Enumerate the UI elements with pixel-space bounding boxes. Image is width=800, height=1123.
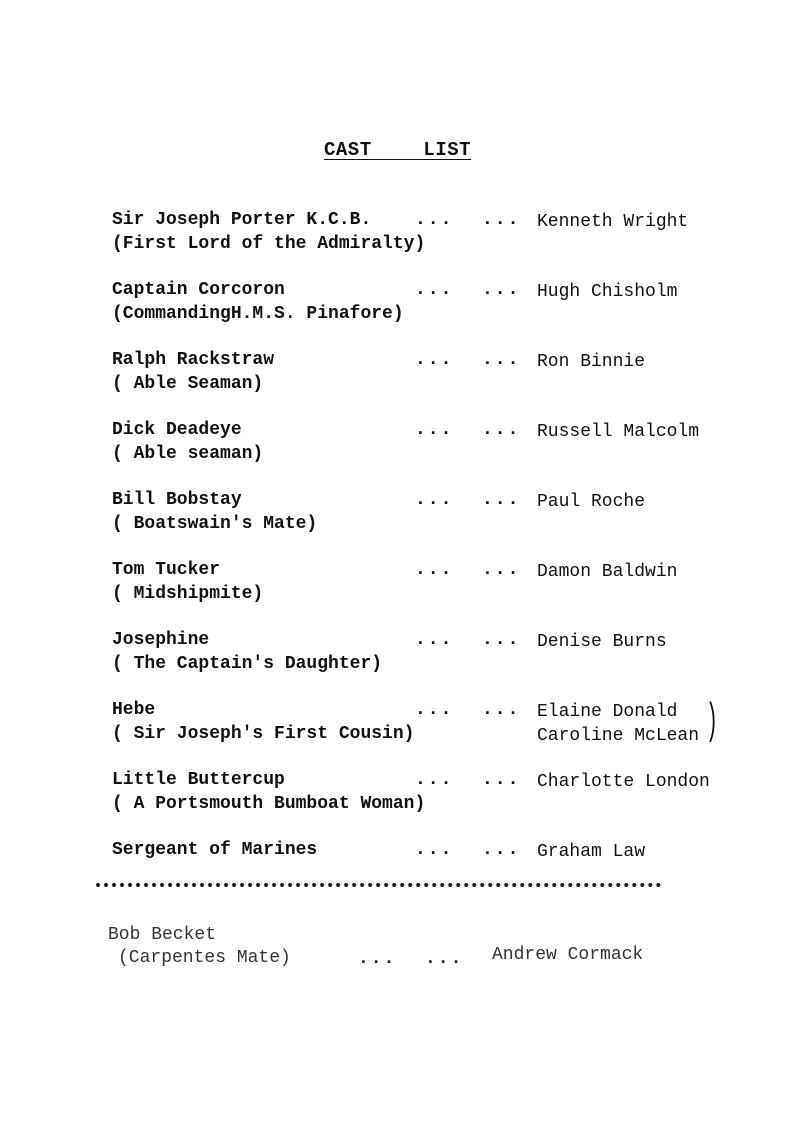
role-name: Tom Tucker	[112, 560, 221, 580]
leader-dots: ...	[415, 700, 454, 720]
role-name: Dick Deadeye	[112, 420, 242, 440]
role-name: Sergeant of Marines	[112, 840, 318, 860]
leader-dots: ...	[415, 840, 454, 860]
actor-name: Ron Binnie	[537, 352, 646, 372]
leader-dots: ...	[415, 630, 454, 650]
role-description: ( A Portsmouth Bumboat Woman)	[112, 794, 426, 814]
actor-name: Kenneth Wright	[537, 212, 689, 232]
leader-dots: ...	[358, 949, 397, 969]
leader-dots: ...	[415, 490, 454, 510]
leader-dots: ...	[415, 280, 454, 300]
leader-dots: ...	[415, 770, 454, 790]
leader-dots: ...	[425, 949, 464, 969]
role-name: Little Buttercup	[112, 770, 285, 790]
leader-dots: ...	[482, 420, 521, 440]
cast-row	[0, 558, 800, 614]
role-name: Sir Joseph Porter K.C.B.	[112, 210, 372, 230]
page-title: CAST LIST	[324, 139, 472, 161]
actor-name: Denise Burns	[537, 632, 667, 652]
actor-name: Damon Baldwin	[537, 562, 678, 582]
role-description: ( Midshipmite)	[112, 584, 264, 604]
extra-actor-name: Andrew Cormack	[492, 945, 644, 965]
role-description: ( Able seaman)	[112, 444, 264, 464]
extra-role-name: Bob Becket	[108, 925, 217, 945]
leader-dots: ...	[482, 840, 521, 860]
cast-row	[0, 418, 800, 474]
cast-row	[0, 768, 800, 824]
leader-dots: ...	[482, 350, 521, 370]
leader-dots: ...	[415, 350, 454, 370]
leader-dots: ...	[482, 770, 521, 790]
role-description: (CommandingH.M.S. Pinafore)	[112, 304, 404, 324]
cast-row	[0, 278, 800, 334]
leader-dots: ...	[482, 700, 521, 720]
leader-dots: ...	[482, 490, 521, 510]
role-name: Captain Corcoron	[112, 280, 285, 300]
leader-dots: ...	[482, 210, 521, 230]
role-name: Josephine	[112, 630, 210, 650]
leader-dots: ...	[482, 280, 521, 300]
role-name: Ralph Rackstraw	[112, 350, 275, 370]
leader-dots: ...	[415, 210, 454, 230]
extra-role-description: (Carpentes Mate)	[118, 948, 291, 968]
actor-name: Charlotte London	[537, 772, 710, 792]
actor-name: Hugh Chisholm	[537, 282, 678, 302]
actor-name: Paul Roche	[537, 492, 646, 512]
role-description: ( Able Seaman)	[112, 374, 264, 394]
cast-row	[0, 628, 800, 684]
role-description: ( Sir Joseph's First Cousin)	[112, 724, 415, 744]
leader-dots: ...	[415, 560, 454, 580]
cast-row	[0, 488, 800, 544]
leader-dots: ...	[482, 560, 521, 580]
actor-name: Graham Law	[537, 842, 646, 862]
dotted-divider	[96, 883, 661, 891]
cast-row	[0, 698, 800, 754]
role-name: Bill Bobstay	[112, 490, 242, 510]
leader-dots: ...	[482, 630, 521, 650]
bracket-glyph: )	[706, 697, 718, 747]
actor-name: Russell Malcolm	[537, 422, 700, 442]
role-name: Hebe	[112, 700, 156, 720]
actor-name: Elaine Donald	[537, 702, 678, 722]
role-description: (First Lord of the Admiralty)	[112, 234, 426, 254]
cast-row	[0, 208, 800, 264]
cast-row	[0, 348, 800, 404]
role-description: ( Boatswain's Mate)	[112, 514, 318, 534]
leader-dots: ...	[415, 420, 454, 440]
role-description: ( The Captain's Daughter)	[112, 654, 383, 674]
actor-name-alternate: Caroline McLean	[537, 726, 700, 746]
